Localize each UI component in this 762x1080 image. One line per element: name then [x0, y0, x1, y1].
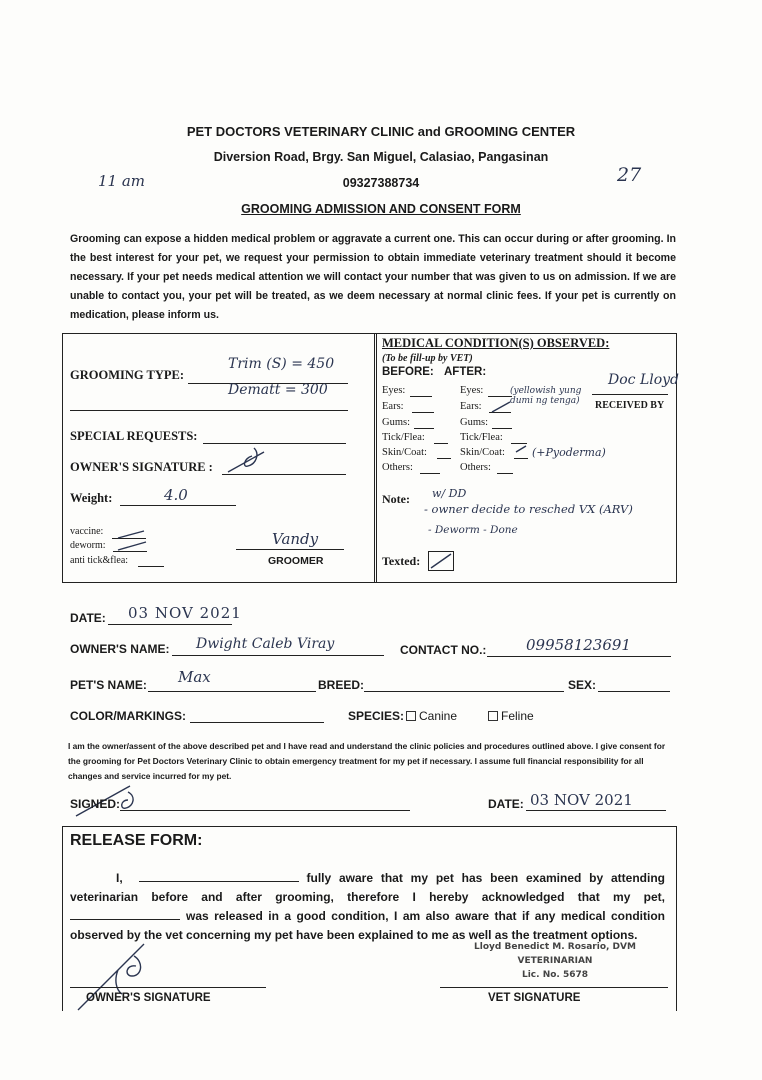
pet-name-value: Max	[178, 668, 211, 686]
sex-line	[598, 691, 670, 692]
received-by-line	[592, 394, 668, 395]
pet-name-label: PET'S NAME:	[70, 678, 147, 692]
contact-label: CONTACT NO.:	[400, 643, 487, 657]
clinic-phone: 09327388734	[342, 176, 420, 190]
pet-name-line	[148, 691, 316, 692]
before-tick: Tick/Flea:	[382, 432, 425, 443]
feline-label: Feline	[501, 709, 534, 723]
handwritten-time: 11 am	[98, 172, 146, 190]
after-label: AFTER:	[444, 366, 487, 378]
special-requests-label: SPECIAL REQUESTS:	[70, 429, 198, 443]
after-tick: Tick/Flea:	[460, 432, 503, 443]
before-others-line	[420, 473, 440, 474]
before-ears: Ears:	[382, 401, 404, 412]
form-title: GROOMING ADMISSION AND CONSENT FORM	[241, 202, 521, 216]
owner-name-line	[172, 655, 384, 656]
grooming-type-label: GROOMING TYPE:	[70, 368, 185, 382]
texted-label: Texted:	[382, 554, 421, 568]
checkmarks	[116, 528, 156, 554]
ears-handwritten-note: (yellowish yung dumi ng tenga)	[510, 386, 582, 406]
contact-line	[487, 656, 671, 657]
grooming-type-value-2: Dematt = 300	[228, 382, 328, 398]
after-ears: Ears:	[460, 401, 482, 412]
release-body	[70, 869, 665, 945]
vet-title: VETERINARIAN	[517, 956, 593, 966]
sex-label: SEX:	[568, 678, 597, 692]
owner-name-value: Dwight Caleb Viray	[196, 636, 335, 652]
groomer-value: Vandy	[272, 530, 319, 548]
skin-handwritten-note: (+Pyoderma)	[532, 446, 606, 459]
breed-label: BREED:	[318, 678, 365, 692]
vaccine-label: vaccine:	[70, 526, 104, 537]
species-feline-option[interactable]	[488, 709, 534, 723]
canine-label: Canine	[419, 709, 458, 723]
color-markings-label: COLOR/MARKINGS:	[70, 709, 186, 723]
vet-name: Lloyd Benedict M. Rosario, DVM	[474, 942, 636, 952]
medical-subtitle: (To be fill-up by VET)	[382, 353, 473, 364]
breed-line	[364, 691, 564, 692]
before-ears-line	[412, 412, 434, 413]
before-gums: Gums:	[382, 417, 411, 428]
release-title: RELEASE FORM:	[70, 832, 203, 849]
note-line-2: - owner decide to resched VX (ARV)	[424, 502, 633, 516]
feline-checkbox[interactable]	[488, 711, 498, 721]
before-others: Others:	[382, 462, 413, 473]
consent-paragraph: I am the owner/assent of the above described pet and I have read and understand the clinic policies and procedures outlined above. I give consent for the grooming for Pet Doctors Veterinary Clinic to obtain emergency treatment for my pet if necessary. I assume full financial responsibility for all changes and service incurred for my pet.	[68, 741, 666, 781]
canine-checkbox[interactable]	[406, 711, 416, 721]
before-skin-line	[437, 458, 451, 459]
before-label: BEFORE:	[382, 366, 434, 378]
signed-line	[120, 810, 410, 811]
date-line	[108, 624, 232, 625]
before-gums-line	[414, 428, 434, 429]
date-value: 03 NOV 2021	[128, 604, 242, 622]
medical-title: MEDICAL CONDITION(S) OBSERVED:	[382, 336, 610, 350]
weight-value: 4.0	[164, 486, 188, 504]
note-line-1: w/ DD	[432, 487, 467, 500]
before-eyes-line	[410, 396, 432, 397]
special-requests-line	[203, 443, 346, 444]
release-body-1: fully aware that my pet has been examined by attending veterinarian before and after grooming, therefore I hereby acknowledged that my pet,	[70, 871, 665, 904]
deworm-label: deworm:	[70, 540, 106, 551]
after-eyes-line	[488, 396, 512, 397]
date-label: DATE:	[70, 611, 106, 625]
grooming-type-value-1: Trim (S) = 450	[228, 356, 335, 372]
release-i: I,	[116, 871, 123, 885]
signed-date-value: 03 NOV 2021	[530, 791, 633, 809]
species-canine-option[interactable]	[406, 709, 457, 723]
signed-date-line	[526, 810, 666, 811]
groomer-label: GROOMER	[268, 555, 324, 567]
after-eyes: Eyes:	[460, 385, 484, 396]
intro-paragraph: Grooming can expose a hidden medical problem or aggravate a current one. This can occur during or after grooming. In the best interest for your pet, we request your permission to obtain immediate veterinary treatment should it become necessary. If your pet needs medical attention we will contact your number that was given to us on admission. If we are unable to contact you, your pet will be treated, as we deem necessary at normal clinic fees. If your pet is currently on medication, please inform us.	[70, 233, 676, 321]
release-owner-signature-line	[70, 987, 266, 988]
note-line-3: - Deworm - Done	[428, 524, 518, 536]
vet-license: Lic. No. 5678	[521, 970, 589, 980]
before-tick-line	[434, 443, 448, 444]
note-label: Note:	[382, 492, 410, 506]
contact-value: 09958123691	[526, 636, 631, 654]
texted-check-icon	[429, 552, 453, 570]
owner-signature-scribble	[226, 444, 270, 478]
clinic-name: PET DOCTORS VETERINARY CLINIC and GROOMING CENTER	[186, 124, 576, 139]
handwritten-number: 27	[617, 164, 642, 186]
weight-label: Weight:	[70, 491, 113, 505]
signed-label: SIGNED:	[70, 797, 121, 811]
grooming-type-line-2	[70, 410, 348, 411]
after-others-line	[497, 473, 513, 474]
release-pet-line	[70, 907, 180, 920]
after-others: Others:	[460, 462, 491, 473]
vet-stamp	[440, 940, 670, 982]
clinic-address: Diversion Road, Brgy. San Miguel, Calasiao, Pangasinan	[213, 150, 549, 164]
received-by-label: RECEIVED BY	[595, 400, 665, 411]
signed-date-label: DATE:	[488, 797, 524, 811]
owner-signature-label: OWNER'S SIGNATURE :	[70, 460, 213, 474]
vet-signature-line	[440, 987, 668, 988]
owner-name-label: OWNER'S NAME:	[70, 642, 170, 656]
groomer-line	[236, 549, 344, 550]
vet-signature-label: VET SIGNATURE	[488, 992, 581, 1004]
before-eyes: Eyes:	[382, 385, 406, 396]
weight-line	[120, 505, 236, 506]
release-name-line	[139, 869, 299, 882]
texted-checkbox[interactable]	[428, 551, 454, 571]
color-markings-line	[190, 722, 324, 723]
anti-tick-label: anti tick&flea:	[70, 555, 129, 566]
release-owner-signature-label: OWNER'S SIGNATURE	[86, 992, 211, 1004]
after-gums: Gums:	[460, 417, 489, 428]
release-body-2: was released in a good condition, I am also aware that if any medical condition observed by the vet concerning my pet have been explained to me as well as the treatment options.	[70, 909, 665, 942]
before-skin: Skin/Coat:	[382, 447, 427, 458]
received-by-value: Doc Lloyd	[608, 372, 680, 388]
anti-tick-line	[138, 566, 164, 567]
species-label: SPECIES:	[348, 709, 405, 723]
after-skin: Skin/Coat:	[460, 447, 505, 458]
